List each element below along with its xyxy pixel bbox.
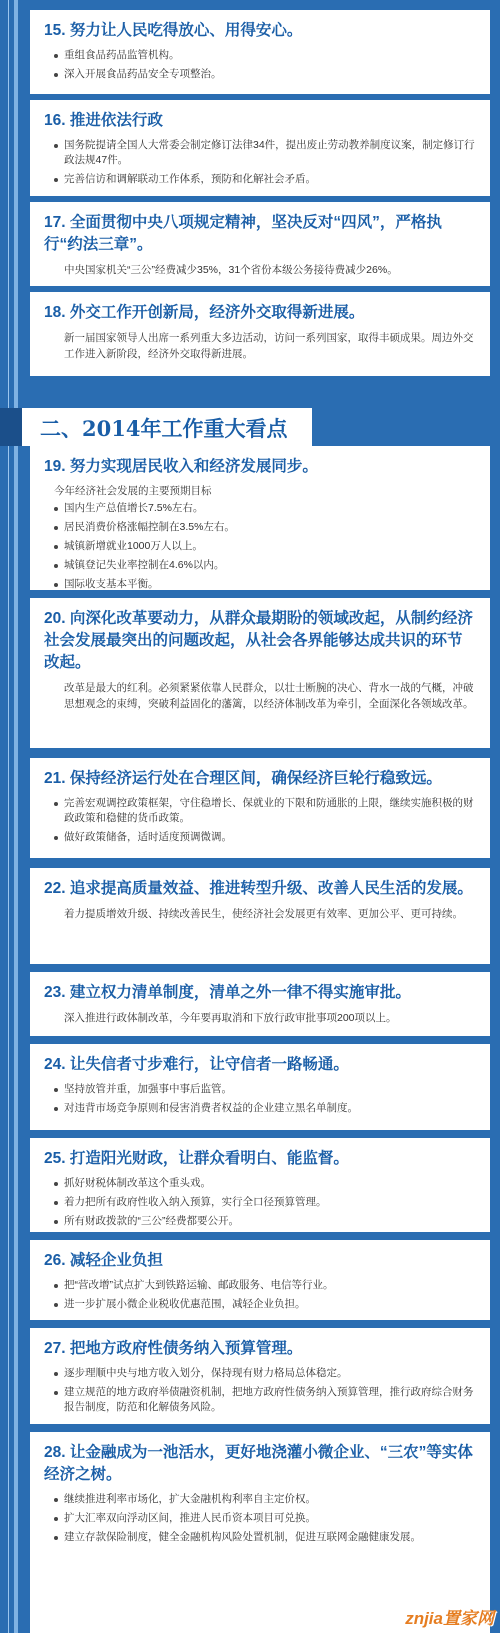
bullet-list <box>44 1492 476 1545</box>
bullet-item: 抓好财税体制改革这个重头戏。 <box>64 1176 476 1191</box>
bullet-item: 国际收支基本平衡。 <box>64 577 476 592</box>
card-item-17 <box>30 202 490 286</box>
bullet-item: 重组食品药品监管机构。 <box>64 48 476 63</box>
bullet-item: 完善宏观调控政策框架，守住稳增长、保就业的下限和防通胀的上限，继续实施积极的财政政策和稳健的货币政策。 <box>64 796 476 826</box>
bullet-item: 继续推进利率市场化，扩大金融机构利率自主定价权。 <box>64 1492 476 1507</box>
card-item-27 <box>30 1328 490 1424</box>
card-item-20 <box>30 598 490 748</box>
card-intro: 今年经济社会发展的主要预期目标 <box>54 485 212 497</box>
bullet-list <box>44 1366 476 1415</box>
card-item-28 <box>30 1432 490 1633</box>
card-item-18 <box>30 292 490 376</box>
bullet-item: 深入开展食品药品安全专项整治。 <box>64 67 476 82</box>
left-decorative-stripe <box>14 0 18 1633</box>
card-paragraph: 改革是最大的红利。必须紧紧依靠人民群众，以壮士断腕的决心、背水一战的气概，冲破思想观念的束缚，突破利益固化的藩篱，以经济体制改革为牵引，全面深化各领域改革。 <box>64 682 474 710</box>
bullet-item: 做好政策储备，适时适度预调微调。 <box>64 830 476 845</box>
card-item-22 <box>30 868 490 964</box>
card-title: 24. 让失信者寸步难行，让守信者一路畅通。 <box>44 1056 349 1073</box>
card-title: 27. 把地方政府性债务纳入预算管理。 <box>44 1340 303 1357</box>
bullet-list <box>44 1176 476 1229</box>
bullet-list <box>44 138 476 187</box>
bullet-item: 把“营改增”试点扩大到铁路运输、邮政服务、电信等行业。 <box>64 1278 476 1293</box>
card-title: 17. 全面贯彻中央八项规定精神，坚决反对“四风”，严格执行“约法三章”。 <box>44 214 442 253</box>
card-title: 20. 向深化改革要动力，从群众最期盼的领域改起，从制约经济社会发展最突出的问题改起，从社会各界能够达成共识的环节改起。 <box>44 610 473 671</box>
card-title: 18. 外交工作开创新局，经济外交取得新进展。 <box>44 304 365 321</box>
bullet-item: 国内生产总值增长7.5%左右。 <box>64 501 476 516</box>
card-title: 15. 努力让人民吃得放心、用得安心。 <box>44 22 303 39</box>
bullet-list <box>44 796 476 845</box>
card-title: 23. 建立权力清单制度，清单之外一律不得实施审批。 <box>44 984 411 1001</box>
bullet-item: 完善信访和调解联动工作体系，预防和化解社会矛盾。 <box>64 172 476 187</box>
card-paragraph: 新一届国家领导人出席一系列重大多边活动，访问一系列国家，取得丰硕成果。周边外交工作进入新阶段，经济外交取得新进展。 <box>64 332 474 360</box>
card-title: 28. 让金融成为一池活水，更好地浇灌小微企业、“三农”等实体经济之树。 <box>44 1444 473 1483</box>
card-title: 25. 打造阳光财政，让群众看明白、能监督。 <box>44 1150 349 1167</box>
card-paragraph: 着力提质增效升级、持续改善民生，使经济社会发展更有效率、更加公平、更可持续。 <box>64 908 463 920</box>
bullet-item: 居民消费价格涨幅控制在3.5%左右。 <box>64 520 476 535</box>
bullet-list <box>44 1278 476 1312</box>
bullet-list <box>44 501 476 592</box>
card-item-24 <box>30 1044 490 1130</box>
bullet-item: 扩大汇率双向浮动区间，推进人民币资本项目可兑换。 <box>64 1511 476 1526</box>
section-banner <box>0 404 330 450</box>
card-title: 26. 减轻企业负担 <box>44 1252 163 1269</box>
card-item-25 <box>30 1138 490 1232</box>
bullet-item: 建立存款保险制度，健全金融机构风险处置机制，促进互联网金融健康发展。 <box>64 1530 476 1545</box>
card-item-21 <box>30 758 490 858</box>
bullet-list <box>44 48 476 82</box>
bullet-item: 着力把所有政府性收入纳入预算，实行全口径预算管理。 <box>64 1195 476 1210</box>
bullet-item: 坚持放管并重，加强事中事后监管。 <box>64 1082 476 1097</box>
card-item-26 <box>30 1240 490 1320</box>
bullet-item: 国务院提请全国人大常委会制定修订法律34件，提出废止劳动教养制度议案，制定修订行政法规47件。 <box>64 139 475 166</box>
card-title: 19. 努力实现居民收入和经济发展同步。 <box>44 458 318 475</box>
bullet-item: 城镇登记失业率控制在4.6%以内。 <box>64 558 476 573</box>
card-item-16 <box>30 100 490 196</box>
bullet-item: 进一步扩展小微企业税收优惠范围，减轻企业负担。 <box>64 1297 476 1312</box>
card-item-15 <box>30 10 490 94</box>
bullet-item: 城镇新增就业1000万人以上。 <box>64 539 476 554</box>
bullet-item: 建立规范的地方政府举债融资机制，把地方政府性债务纳入预算管理，推行政府综合财务报告制度，防范和化解债务风险。 <box>64 1385 476 1415</box>
bullet-item: 逐步理顺中央与地方收入划分，保持现有财力格局总体稳定。 <box>64 1366 476 1381</box>
site-watermark-logo: znjia置家网 <box>405 1609 494 1628</box>
card-item-23 <box>30 972 490 1036</box>
bullet-list <box>44 1082 476 1116</box>
section-heading: 二、2014年工作重大看点 <box>40 416 288 441</box>
card-title: 16. 推进依法行政 <box>44 112 163 129</box>
card-paragraph: 中央国家机关“三公”经费减少35%，31个省份本级公务接待费减少26%。 <box>64 264 398 276</box>
card-paragraph: 深入推进行政体制改革，今年要再取消和下放行政审批事项200项以上。 <box>64 1012 397 1024</box>
bullet-item: 对违背市场竞争原则和侵害消费者权益的企业建立黑名单制度。 <box>64 1101 476 1116</box>
card-item-19 <box>30 446 490 590</box>
bullet-item: 所有财政拨款的“三公”经费都要公开。 <box>64 1214 476 1229</box>
card-title: 21. 保持经济运行处在合理区间，确保经济巨轮行稳致远。 <box>44 770 442 787</box>
card-title: 22. 追求提高质量效益、推进转型升级、改善人民生活的发展。 <box>44 880 473 897</box>
